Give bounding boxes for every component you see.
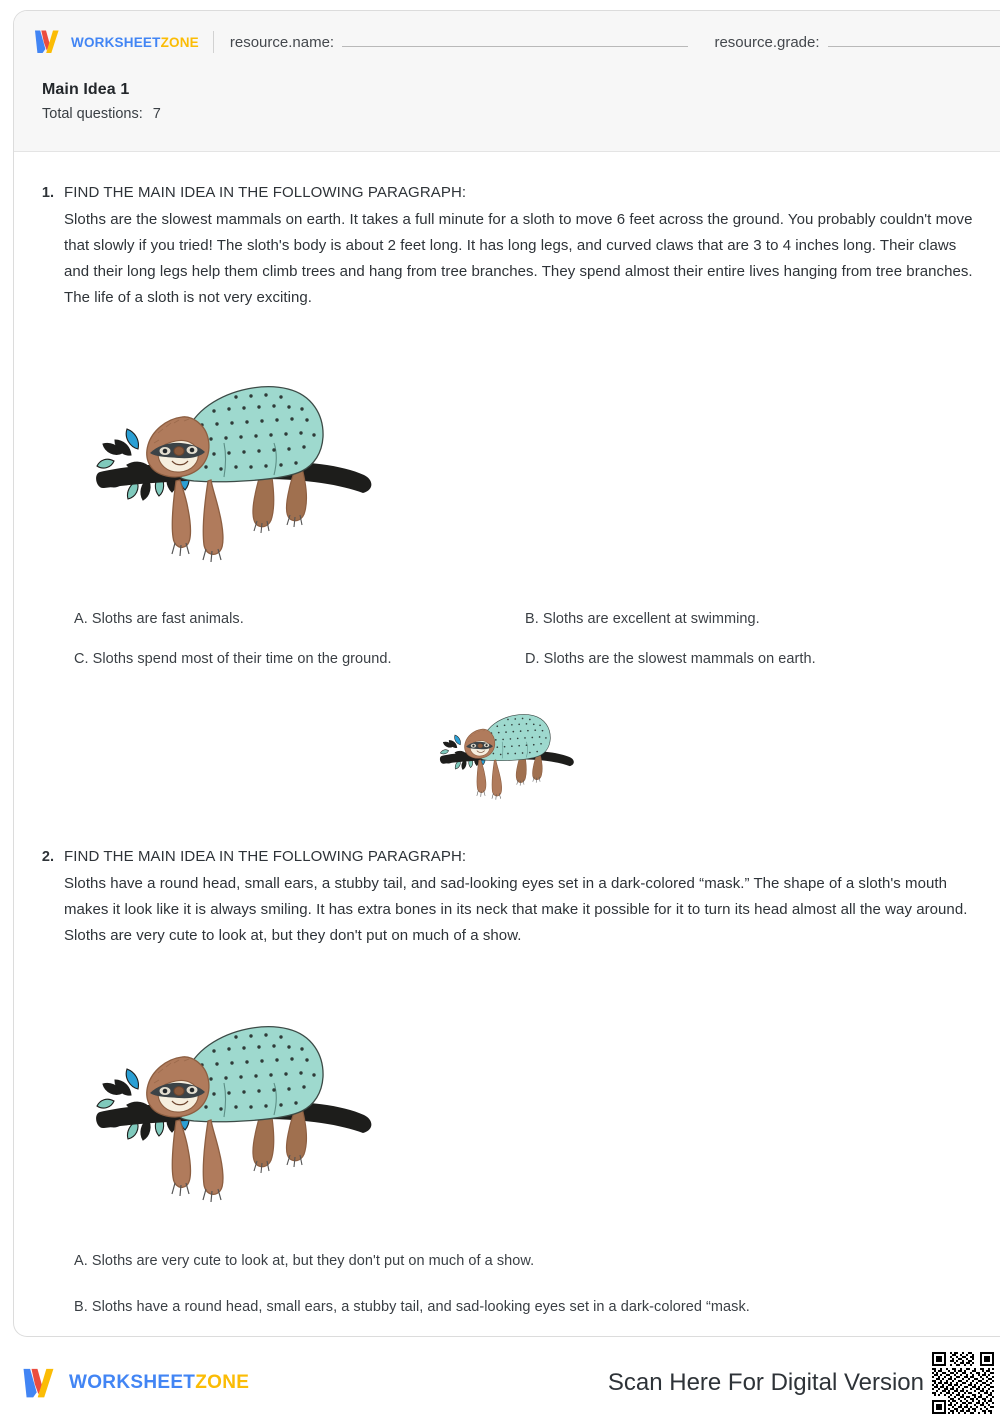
footer-logo-word-secondary: ZONE: [195, 1372, 250, 1393]
worksheet-title-block: [14, 73, 1000, 122]
question-2-illustration: [38, 997, 976, 1222]
scan-here-text: Scan Here For Digital Version: [607, 1369, 924, 1396]
student-grade-blank[interactable]: [828, 33, 1000, 47]
worksheet-card: [13, 10, 1000, 1337]
header-meta-row: [14, 11, 1000, 73]
answer-option[interactable]: A. Sloths are fast animals.: [74, 611, 244, 627]
worksheet-body: [14, 152, 1000, 1337]
answer-option[interactable]: B. Sloths are excellent at swimming.: [525, 611, 760, 627]
question-1-illustration-small: [38, 700, 976, 812]
question-1-content: [64, 182, 976, 311]
header-brand-logo[interactable]: [33, 29, 199, 55]
question-2-number: 2.: [41, 849, 54, 865]
question-2-prompt: FIND THE MAIN IDEA IN THE FOLLOWING PARAGRAPH:: [64, 848, 467, 865]
footer-logo-word-primary: WORKSHEET: [69, 1372, 196, 1393]
sloth-slot-1: [74, 357, 394, 577]
student-name-field[interactable]: [230, 33, 689, 51]
total-questions: [42, 106, 1000, 122]
question-2: [38, 846, 976, 1337]
footer-logo-mark-slot: [21, 1367, 69, 1400]
question-1-paragraph: Sloths are the slowest mammals on earth. It takes a full minute for a sloth to move 6 feet across the ground. You probably couldn't move that slowly if you tried! The sloth's body is about 2 feet long. It has long legs, and curved claws that are 3 to 4 inches long. Their claws and their long legs help them climb trees and hang from tree branches. They spend almost their entire lives hanging from tree branches. The life of a sloth is not very exciting.: [64, 211, 973, 306]
worksheet-header: [14, 11, 1000, 152]
sloth-on-branch-illustration: [74, 357, 394, 577]
question-2-paragraph: Sloths have a round head, small ears, a stubby tail, and sad-looking eyes set in a dark-colored “mask.” The shape of a sloth's mouth makes it look like it is always smiling. It has extra bones in its neck that make it possible for it to turn its head almost all the way around. Sloths are very cute to look at, but they don't put on much of a show.: [64, 875, 968, 944]
page-title: Main Idea 1: [42, 81, 130, 98]
sloth-slot-1-small: [429, 700, 585, 807]
logo-word-primary: WORKSHEET: [71, 34, 161, 50]
logo-word-secondary: ZONE: [160, 34, 199, 50]
student-name-blank[interactable]: [342, 33, 688, 47]
answer-option[interactable]: D. Sloths are the slowest mammals on earth.: [525, 651, 816, 667]
qr-code[interactable]: [930, 1350, 996, 1416]
total-questions-value: 7: [152, 106, 161, 122]
question-1-answers: [38, 608, 976, 688]
total-questions-label: Total questions:: [42, 106, 143, 122]
sloth-on-branch-illustration: [74, 997, 394, 1217]
logo-mark-slot: [33, 29, 71, 55]
header-divider: [213, 31, 214, 53]
question-2-answers: [38, 1250, 976, 1337]
worksheetzone-logo-mark: [33, 29, 63, 55]
worksheetzone-logo-mark: [21, 1367, 59, 1400]
student-name-label: resource.name:: [229, 34, 335, 51]
answer-option[interactable]: C. Sloths spend most of their time on the ground.: [74, 651, 392, 667]
qr-code-slot[interactable]: [930, 1350, 1000, 1416]
question-1-prompt: FIND THE MAIN IDEA IN THE FOLLOWING PARAGRAPH:: [64, 184, 467, 201]
sloth-slot-2: [74, 997, 394, 1217]
footer-scan-block: [608, 1350, 1000, 1416]
question-1-head: [38, 182, 976, 311]
footer-logo-wordmark: [69, 1372, 249, 1394]
logo-wordmark: [71, 35, 199, 50]
student-grade-label: resource.grade:: [714, 34, 820, 51]
answer-option[interactable]: A. Sloths are very cute to look at, but they don't put on much of a show.: [74, 1253, 535, 1269]
student-grade-field[interactable]: [714, 33, 1000, 51]
question-1-number: 1.: [41, 185, 54, 201]
sloth-on-branch-illustration: [429, 700, 585, 807]
answer-option[interactable]: B. Sloths have a round head, small ears, a stubby tail, and sad-looking eyes set in a dark-colored “mask.: [74, 1299, 750, 1315]
question-2-content: [64, 846, 976, 949]
footer-brand-logo[interactable]: [21, 1367, 249, 1400]
page-footer: [0, 1352, 1000, 1414]
question-2-head: [38, 846, 976, 949]
question-1: [38, 182, 976, 812]
question-1-illustration: [38, 357, 976, 582]
